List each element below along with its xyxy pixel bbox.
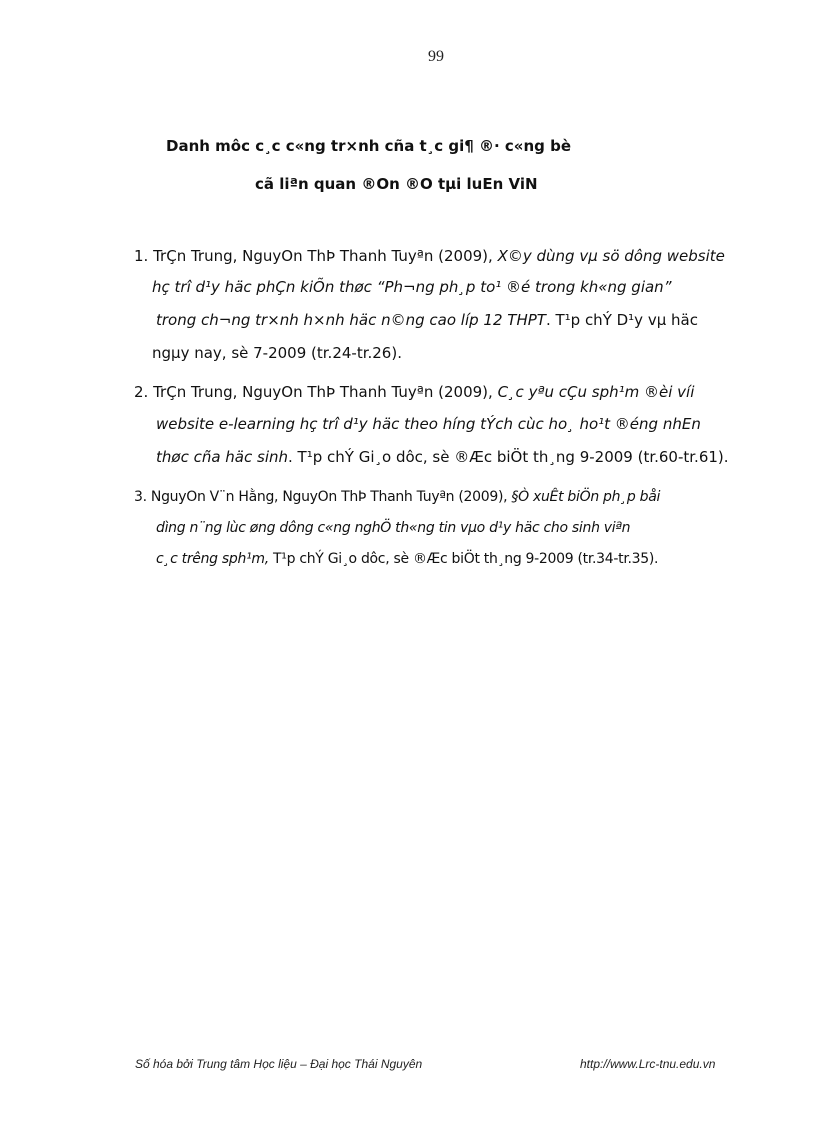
- reference-title-part: dìng n¨ng lùc øng dông c«ng nghÖ th«ng tin vµo d¹y häc cho sinh viªn: [156, 520, 631, 536]
- reference-source: . T¹p chÝ D¹y vµ häc: [545, 311, 698, 329]
- reference-source: . T¹p chÝ Gi¸o dôc, sè ®Æc biÖt th¸ng 9-2009 (tr.60-tr.61).: [288, 448, 729, 466]
- reference-title-part: hç trî d¹y häc phÇn kiÕn thøc “Ph¬ng ph¸p to¹ ®é trong kh«ng gian”: [152, 278, 672, 296]
- reference-authors: TrÇn Trung, NguyOn ThÞ Thanh Tuyªn (2009),: [153, 383, 493, 401]
- heading-line-1: Danh môc c¸c c«ng tr×nh cña t¸c gi¶ ®· c«ng bè: [166, 137, 572, 155]
- reference-number: 3.: [134, 489, 147, 505]
- page-number: 99: [428, 48, 444, 65]
- heading-line-2: cã liªn quan ®On ®O tµi luEn ViN: [255, 175, 538, 193]
- reference-number: 1.: [134, 247, 149, 265]
- reference-number: 2.: [134, 383, 149, 401]
- reference-title-part: C¸c yªu cÇu sph¹m ®èi víi: [497, 383, 695, 401]
- reference-authors: NguyOn V¨n Hằng, NguyOn ThÞ Thanh Tuyªn (2009),: [150, 489, 508, 505]
- reference-source: ngµy nay, sè 7-2009 (tr.24-tr.26).: [152, 344, 402, 362]
- reference-source: T¹p chÝ Gi¸o dôc, sè ®Æc biÖt th¸ng 9-2009 (tr.34-tr.35).: [268, 551, 659, 567]
- footer-publisher: Số hóa bởi Trung tâm Học liệu – Đại học Thái Nguyên: [135, 1057, 423, 1071]
- reference-title-part: §Ò xuÊt biÖn ph¸p båi: [511, 489, 661, 505]
- reference-title-part: trong ch¬ng tr×nh h×nh häc n©ng cao líp 12 THPT: [156, 311, 546, 329]
- reference-authors: TrÇn Trung, NguyOn ThÞ Thanh Tuyªn (2009),: [153, 247, 493, 265]
- reference-title-part: website e-learning hç trî d¹y häc theo híng tÝch cùc ho¸ ho¹t ®éng nhEn: [156, 415, 701, 433]
- footer-url: http://www.Lrc-tnu.edu.vn: [580, 1057, 716, 1071]
- reference-title-part: thøc cña häc sinh: [156, 448, 289, 466]
- reference-title-part: X©y dùng vµ sö dông website: [497, 247, 725, 265]
- reference-title-part: c¸c trêng sph¹m,: [156, 551, 269, 567]
